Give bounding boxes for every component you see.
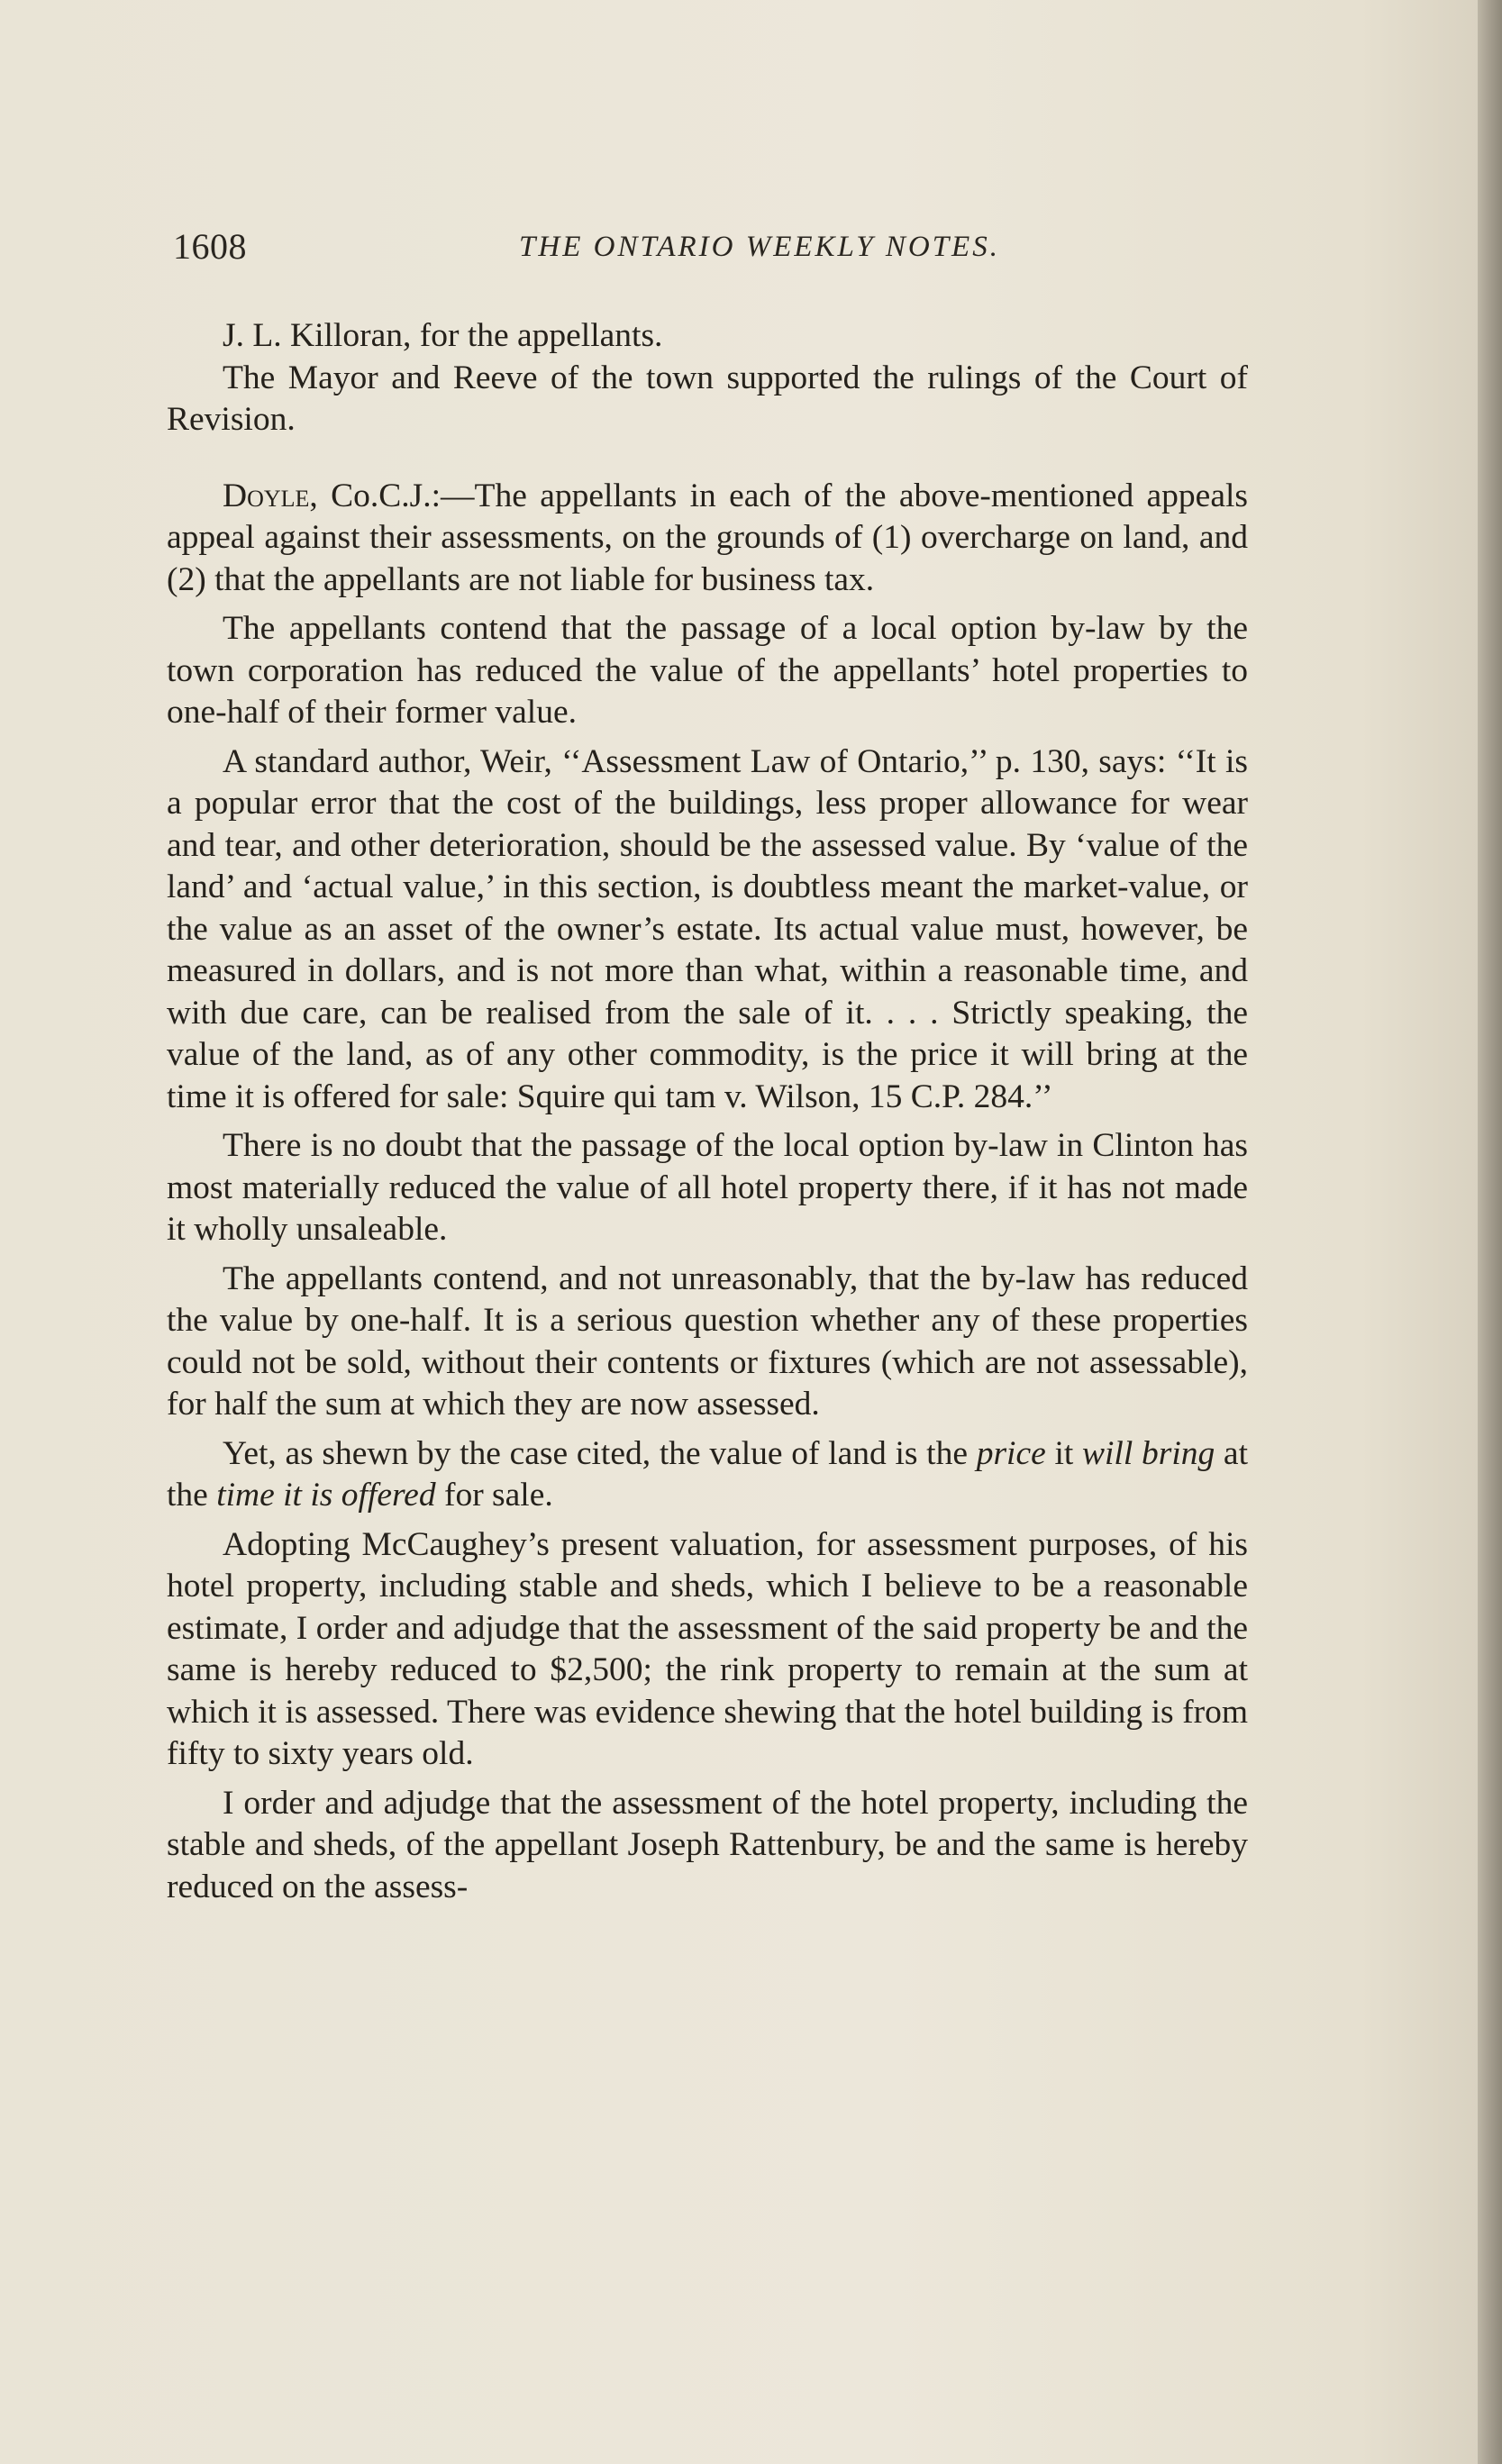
yet-text-1: Yet, as shewn by the case cited, the value of land is the xyxy=(223,1434,977,1472)
body-text xyxy=(167,315,1248,1908)
judgment-text: —The appellants in each of the above-mentioned appeals appeal against their assessments, on the grounds of (1) overcharge on land, and (2) that the appellants are not liable for business tax. xyxy=(167,477,1248,598)
paragraph-rattenbury: I order and adjudge that the assessment of the hotel property, including the stable and sheds, of the appellant Joseph Rattenbury, be and the same is hereby reduced on the assess- xyxy=(167,1784,1248,1905)
yet-italic-time: time it is offered xyxy=(216,1477,436,1514)
yet-text-2: it xyxy=(1045,1434,1082,1472)
page-header xyxy=(173,225,1247,279)
paragraph-not-unreasonably: The appellants contend, and not unreasonably, that the by-law has reduced the value by one-half. It is a serious question whether any of these properties could not be sold, without their contents or fixtures (which are not assessable), for half the sum at which they are now assessed. xyxy=(167,1259,1248,1423)
paragraph-weir-quote: A standard author, Weir, ‘‘Assessment Law of Ontario,’’ p. 130, says: ‘‘It is a popular error that the cost of the buildings, less proper allowance for wear and tear, and other deterioration, should be the assessed value. By ‘value of the land’ and ‘actual value,’ in this section, is doubtless meant the market-value, or the value as an asset of the owner’s estate. Its actual value must, however, be measured in dollars, and is not more than what, within a reasonable time, and with due care, can be realised from the sale of it. . . . Strictly speaking, the value of the land, as of any other commodity, is the price it will bring at the time it is offered for sale: Squire qui tam v. Wilson, 15 C.P. 284.’’ xyxy=(167,742,1248,1115)
paragraph-mccaughey: Adopting McCaughey’s present valuation, for assessment purposes, of his hotel property, including stable and sheds, which I believe to be a reasonable estimate, I order and adjudge that the assessment of the said property be and the same is hereby reduced to $2,500; the rink property to remain at the sum at which it is assessed. There was evidence shewing that the hotel building is from fifty to sixty years old. xyxy=(167,1525,1248,1772)
page-edge xyxy=(1478,0,1502,2464)
yet-text-3: at the xyxy=(167,1434,1248,1514)
judge-title: , Co.C.J.: xyxy=(309,477,441,514)
counsel-line: J. L. Killoran, for the appellants. xyxy=(223,317,663,354)
yet-italic-price: price xyxy=(976,1434,1046,1472)
running-title: THE ONTARIO WEEKLY NOTES. xyxy=(519,231,1000,263)
yet-text-4: for sale. xyxy=(435,1477,553,1514)
paragraph-yet xyxy=(167,1433,1248,1517)
yet-italic-will-bring: will bring xyxy=(1082,1434,1215,1472)
judgment-opening xyxy=(167,476,1248,602)
page-number: 1608 xyxy=(173,226,247,267)
mayor-line: The Mayor and Reeve of the town supported the rulings of the Court of Revision. xyxy=(167,359,1248,438)
judge-name: Doyle xyxy=(223,477,310,514)
paragraph-contend: The appellants contend that the passage of a local option by-law by the town corporation has reduced the value of the appellants’ hotel properties to one-half of their former value. xyxy=(167,610,1248,731)
paragraph-no-doubt: There is no doubt that the passage of the local option by-law in Clinton has most materially reduced the value of all hotel property there, if it has not made it wholly unsaleable. xyxy=(167,1127,1248,1248)
